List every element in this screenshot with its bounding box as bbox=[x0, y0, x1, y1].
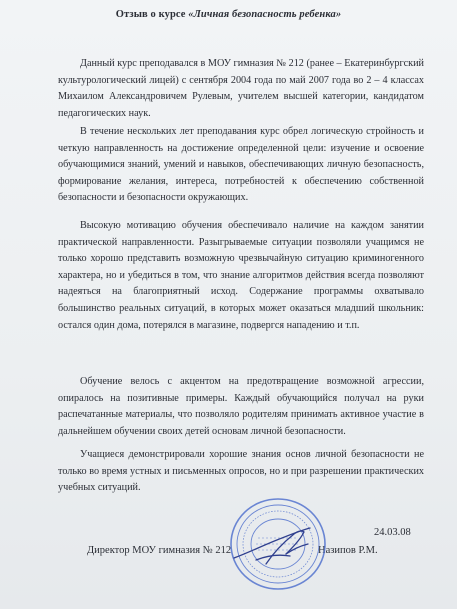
signature-name: Назипов Р.М. bbox=[318, 545, 378, 556]
round-seal-icon bbox=[226, 494, 330, 594]
title-prefix: Отзыв о курсе bbox=[115, 9, 189, 20]
paragraph-5: Учащиеся демонстрировали хорошие знания основ личной безопасности не только во время устных и письменных опросов, но и при разрешении практических учебных ситуаций. bbox=[58, 449, 424, 494]
paragraph-2: В течение нескольких лет преподавания курс обрел логическую стройность и четкую направленность на достижение определенной цели: изучение и освоение обучающимися знаний, умений и навыков, обеспечивающих личную безопасность, формирование желания, интереса, потребностей к обеспечению собственной безопасности и безопасности окружающих. bbox=[58, 126, 424, 204]
title-course-name: «Личная безопасность ребенка» bbox=[188, 9, 342, 20]
signature-role: Директор МОУ гимназия № 212 bbox=[87, 545, 232, 556]
document-date: 24.03.08 bbox=[374, 527, 411, 538]
paragraph-3: Высокую мотивацию обучения обеспечивало наличие на каждом занятии практической направленности. Разыгрываемые ситуации позволяли учащимся не только хорошо представить возможную чрезвычайную ситуацию криминогенного характера, но и убедиться в том, что знание алгоритмов действия всегда позволяют надеяться на благоприятный исход. Содержание программы охватывало большинство реальных ситуаций, в которых может оказаться младший школьник: остался один дома, потерялся в магазине, подвергся нападению и т.п. bbox=[58, 220, 424, 331]
paragraph-4: Обучение велось с акцентом на предотвращение возможной агрессии, опиралось на позитивные примеры. Каждый обучающийся получал на руки распечатанные материалы, что позволяло родителям принимать активное участие в дальнейшем обучении своих детей основам личной безопасности. bbox=[58, 376, 424, 437]
document-title bbox=[0, 9, 457, 20]
paragraph-1: Данный курс преподавался в МОУ гимназия № 212 (ранее – Екатеринбургский культурологический лицей) с сентября 2004 года по май 2007 года во 2 – 4 классах Михаилом Александровичем Рулевым, учителем высшей категории, кандидатом педагогических наук. bbox=[58, 58, 424, 119]
handwritten-signature-icon bbox=[234, 528, 310, 564]
